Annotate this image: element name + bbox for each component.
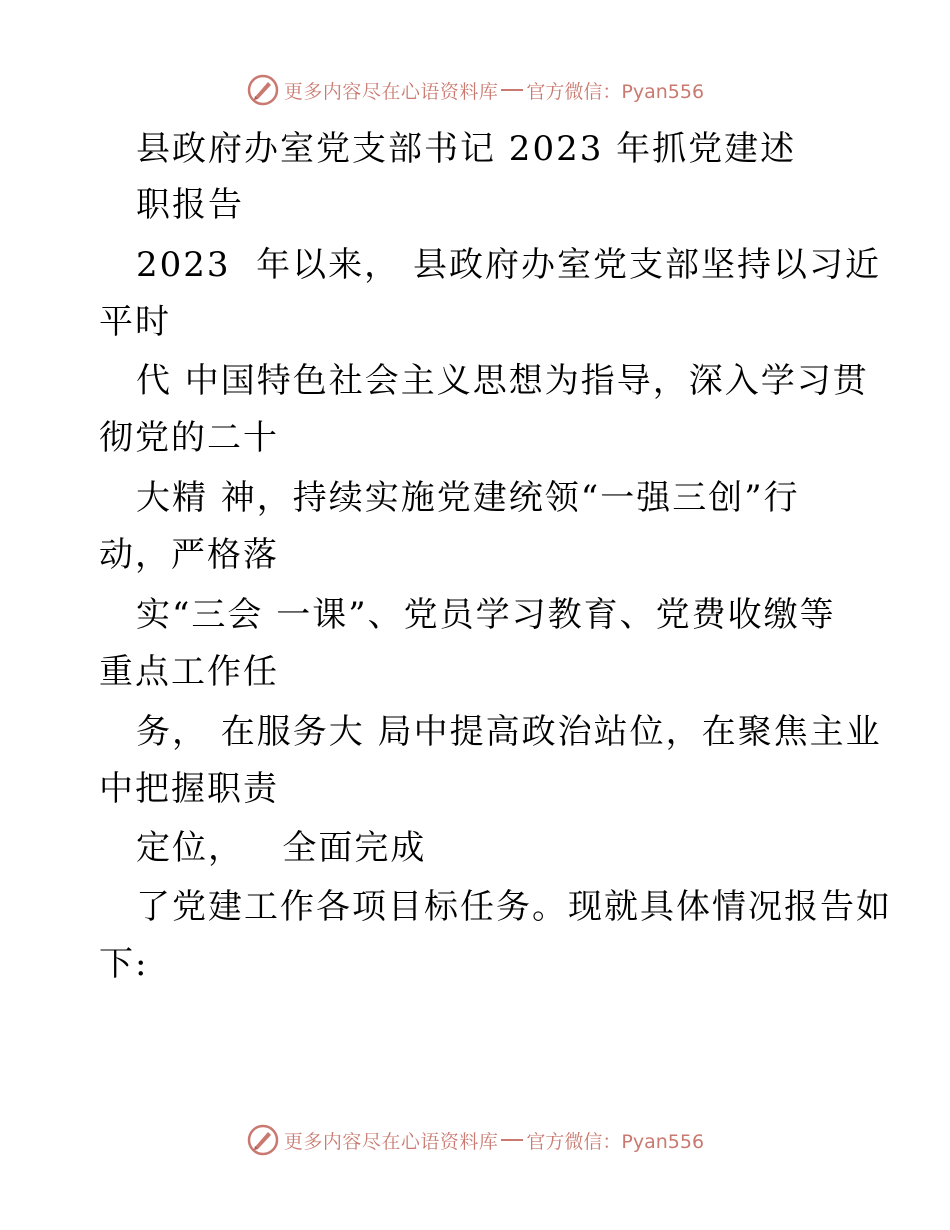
body-line: 2023 年以来， 县政府办室党支部坚持以习近 xyxy=(136,245,881,285)
body-line: 彻党的二十 xyxy=(99,418,279,458)
banner-brand-text: 更多内容尽在心语资料库 xyxy=(283,1130,499,1153)
body-line: 务， 在服务大 局中提高政治站位，在聚焦主业 xyxy=(136,712,882,752)
body-line: 了党建工作各项目标任务。现就具体情况报告如 xyxy=(136,887,892,927)
body-line: 重点工作任 xyxy=(99,652,279,692)
banner-brand-text: 更多内容尽在心语资料库 xyxy=(283,80,499,103)
body-line: 下: xyxy=(99,944,149,984)
banner-wechat-text: 官方微信：Pyan556 xyxy=(526,1130,705,1153)
banner-wechat-text: 官方微信：Pyan556 xyxy=(526,80,705,103)
banner-dash xyxy=(501,89,523,91)
title-line-2: 职报告 xyxy=(136,185,244,225)
body-line: 大精 神，持续实施党建统领“一强三创”行 xyxy=(136,478,800,518)
pen-leaf-logo-icon xyxy=(246,73,280,107)
body-line: 平时 xyxy=(99,302,171,342)
body-line: 中把握职责 xyxy=(99,769,279,809)
body-line: 实“三会 一课”、党员学习教育、党费收缴等 xyxy=(136,595,836,635)
footer-watermark-banner xyxy=(0,1120,950,1160)
pen-leaf-logo-icon xyxy=(246,1123,280,1157)
body-line: 定位， 全面完成 xyxy=(136,828,427,868)
body-line: 动，严格落 xyxy=(99,535,279,575)
body-line: 代 中国特色社会主义思想为指导，深入学习贯 xyxy=(136,361,869,401)
title-line-1: 县政府办室党支部书记 2023 年抓党建述 xyxy=(136,129,797,169)
header-watermark-banner xyxy=(0,70,950,110)
banner-dash xyxy=(501,1139,523,1141)
